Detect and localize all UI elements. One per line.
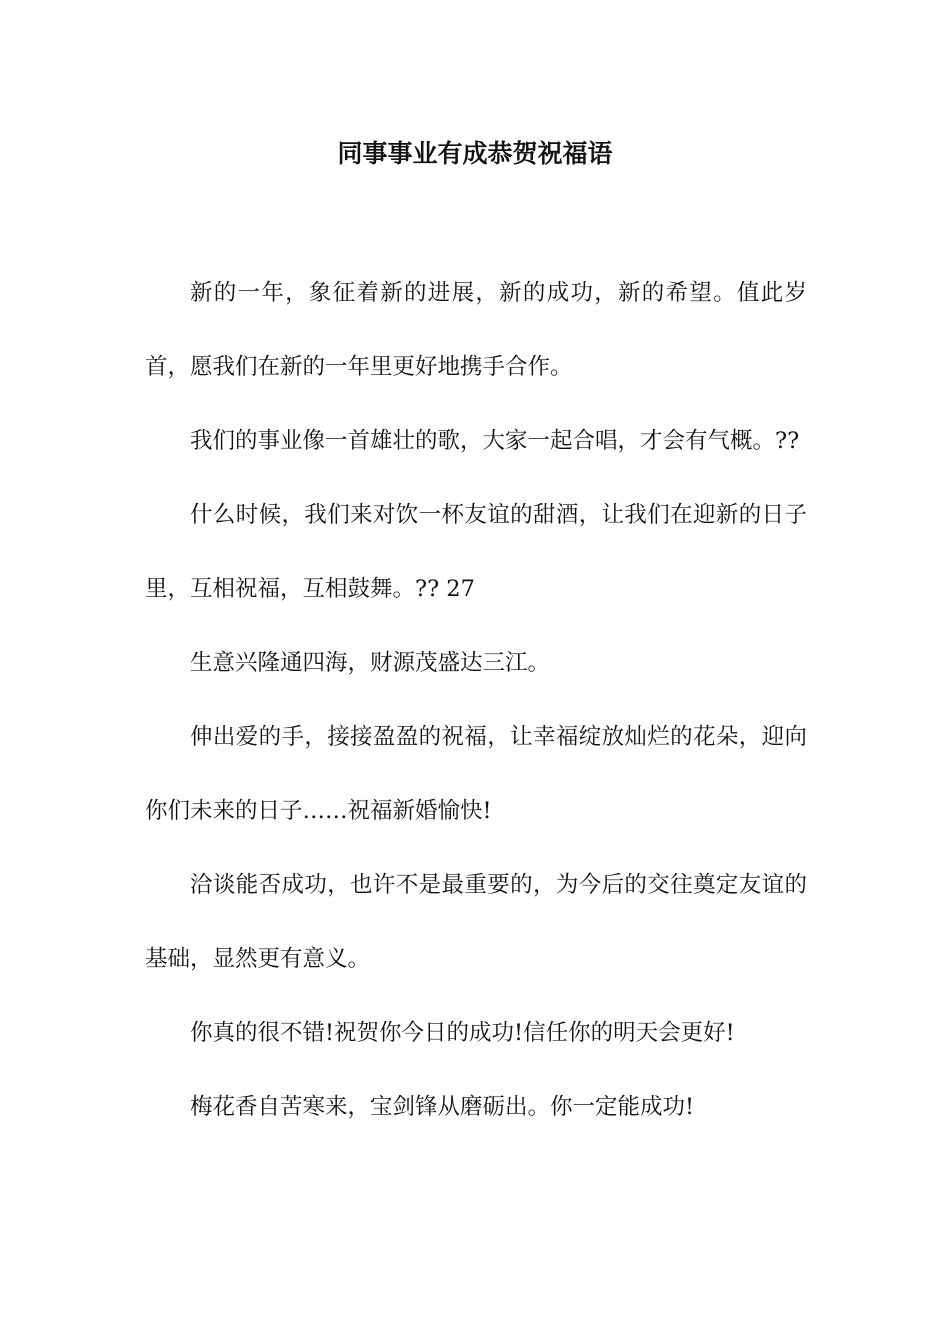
- paragraph: 梅花香自苦寒来，宝剑锋从磨砺出。你一定能成功!: [190, 1094, 695, 1120]
- paragraph: 伸出爱的手，接接盈盈的祝福，让幸福绽放灿烂的花朵，迎向你们未来的日子……祝福新婚愉快!: [145, 724, 807, 824]
- paragraph: 什么时候，我们来对饮一杯友谊的甜酒，让我们在迎新的日子里，互相祝福，互相鼓舞。?? 27: [145, 502, 807, 602]
- document-title: 同事事业有成恭贺祝福语: [337, 139, 613, 168]
- paragraph: 生意兴隆通四海，财源茂盛达三江。: [190, 650, 551, 676]
- paragraph: 新的一年，象征着新的进展，新的成功，新的希望。值此岁首，愿我们在新的一年里更好地携手合作。: [145, 280, 807, 380]
- paragraph: 洽谈能否成功，也许不是最重要的，为今后的交往奠定友谊的基础，显然更有意义。: [145, 872, 807, 972]
- paragraph: 我们的事业像一首雄壮的歌，大家一起合唱，才会有气概。??: [190, 428, 800, 454]
- document-body: [145, 256, 807, 1144]
- paragraph: 你真的很不错!祝贺你今日的成功!信任你的明天会更好!: [190, 1020, 735, 1046]
